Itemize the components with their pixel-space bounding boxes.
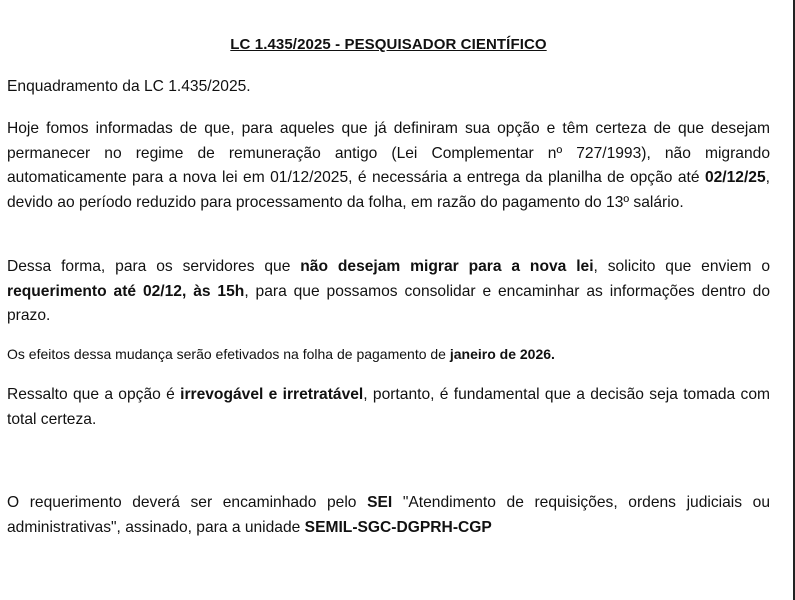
effective-month: janeiro de 2026. [449, 346, 555, 362]
paragraph-irrevocable: Ressalto que a opção é irrevogável e irretratável, portanto, é fundamental que a decisão seja tomada com total certeza. [7, 386, 770, 428]
deadline-date: 02/12/25 [704, 169, 766, 186]
request-deadline-emphasis: requerimento até 02/12, às 15h [7, 282, 245, 300]
paragraph-submission: O requerimento deverá ser encaminhado pelo SEI "Atendimento de requisições, ordens judiciais ou administrativas", assinado, para a unidade SEMIL-SGC-DGPRH-CGP [7, 494, 770, 536]
document-title: LC 1.435/2025 - PESQUISADOR CIENTÍFICO [230, 36, 547, 53]
paragraph-intro: Enquadramento da LC 1.435/2025. [7, 78, 251, 95]
irrevocable-emphasis: irrevogável e irretratável [180, 386, 364, 403]
paragraph-deadline: Hoje fomos informadas de que, para aqueles que já definiram sua opção e têm certeza de que desejam permanecer no regime de remuneração antigo (Lei Complementar nº 727/1993), não migrando automaticamente para a nova lei em 01/12/2025, é necessária a entrega da planilha de opção até 02/12/25, devido ao período reduzido para processamento da folha, em razão do pagamento do 13º salário. [7, 120, 770, 211]
paragraph-request: Dessa forma, para os servidores que não desejam migrar para a nova lei, solicito que enviem o requerimento até 02/12, às 15h, para que possamos consolidar e encaminhar as informações dentro do prazo. [7, 258, 771, 324]
unit-code: SEMIL-SGC-DGPRH-CGP [304, 518, 492, 536]
no-migrate-emphasis: não desejam migrar para a nova lei [300, 258, 594, 275]
sei-emphasis: SEI [367, 494, 393, 511]
paragraph-effects: Os efeitos dessa mudança serão efetivados na folha de pagamento de janeiro de 2026. [7, 346, 555, 362]
